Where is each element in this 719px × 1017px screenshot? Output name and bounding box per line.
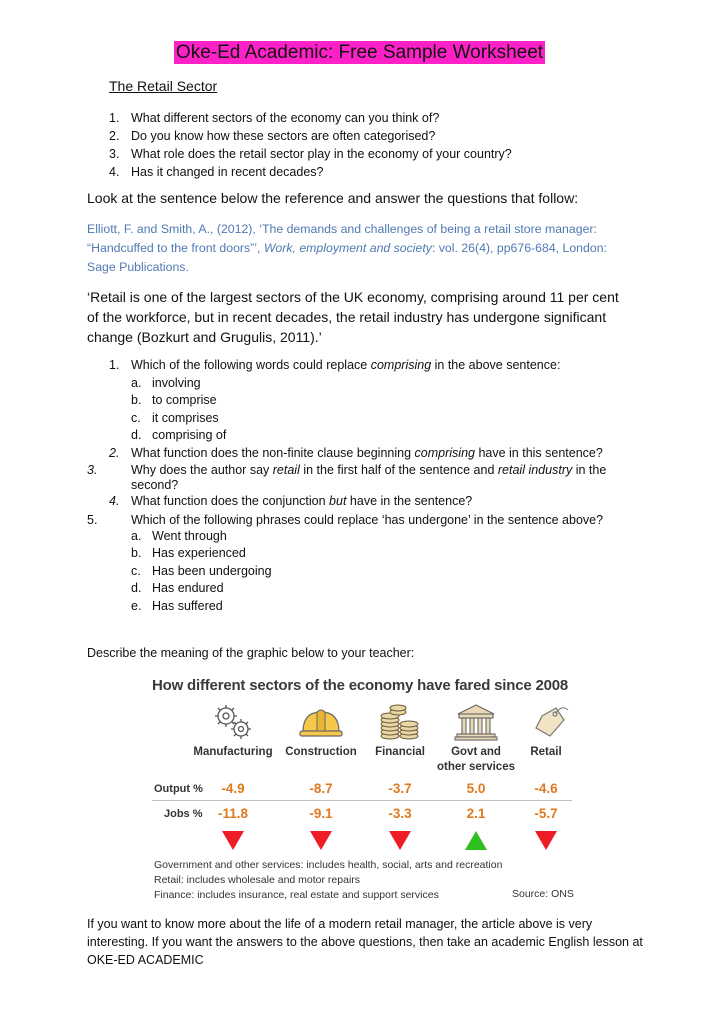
question-text: have in this sentence? <box>474 445 603 460</box>
option-text: Has experienced <box>152 546 246 560</box>
sector-label-line: Govt and <box>451 746 501 758</box>
up-arrow-icon <box>465 831 487 850</box>
title-wrap <box>0 41 719 64</box>
down-arrow-icon <box>310 831 332 850</box>
option-letter: c. <box>131 563 141 578</box>
question-text: have in the sentence? <box>346 494 473 508</box>
option-item <box>109 563 649 581</box>
down-arrow-icon <box>222 831 244 850</box>
sector-label-line: other services <box>437 761 515 773</box>
option-item <box>109 375 649 393</box>
option-text: Has been undergoing <box>152 563 272 578</box>
option-letter: b. <box>131 546 142 560</box>
note-line: Government and other services: includes health, social, arts and recreation <box>154 859 503 871</box>
item-number: 2. <box>109 445 120 460</box>
item-number: 1. <box>109 111 120 125</box>
value-label: -4.9 <box>221 781 245 796</box>
item-text: Has it changed in recent decades? <box>131 165 324 179</box>
source-credit: Source: ONS <box>512 888 574 900</box>
graphic-title: How different sectors of the economy have fared since 2008 <box>152 677 569 694</box>
option-text: to comprise <box>152 393 217 407</box>
reference-details: : vol. 26(4), pp676-684, London: Sage Publications. <box>87 241 607 274</box>
item-number: 3. <box>87 463 98 477</box>
option-letter: d. <box>131 581 142 595</box>
instruction-text: Look at the sentence below the reference and answer the questions that follow: <box>87 190 579 206</box>
question-emphasis: retail industry <box>497 463 573 477</box>
value-label: -9.1 <box>309 806 333 821</box>
page-title: Oke-Ed Academic: Free Sample Worksheet <box>175 42 544 63</box>
item-text: What role does the retail sector play in the economy of your country? <box>131 147 512 161</box>
item-number: 2. <box>109 129 120 143</box>
option-item <box>109 528 649 546</box>
option-item <box>109 545 649 563</box>
option-text: Has endured <box>152 581 224 595</box>
question-list <box>87 357 649 615</box>
reference-journal: Work, employment and society <box>263 241 432 255</box>
option-text: Has suffered <box>152 598 223 613</box>
option-letter: c. <box>131 410 141 425</box>
hard-hat-icon <box>297 702 345 742</box>
down-arrow-icon <box>389 831 411 850</box>
question-text: in the second? <box>131 463 607 492</box>
reference-citation <box>87 220 627 277</box>
option-item <box>109 392 649 410</box>
question-3 <box>87 462 649 493</box>
item-number: 5. <box>87 512 98 527</box>
output-row-label: Output % <box>154 783 203 795</box>
question-text: in the first half of the sentence and <box>299 463 498 477</box>
value-label: 5.0 <box>466 781 486 796</box>
question-text: What function does the non-finite clause beginning <box>131 445 415 460</box>
sector-label <box>276 745 366 760</box>
value-label: -11.8 <box>217 806 249 821</box>
closing-paragraph: If you want to know more about the life of a modern retail manager, the article above is very interesting. If you want the answers to the above questions, then take an academic English lesson at OKE-ED ACADEMIC <box>87 917 643 967</box>
option-item <box>109 427 649 445</box>
sector-label <box>188 745 278 760</box>
value-label: -3.3 <box>388 806 412 821</box>
question-text: Which of the following phrases could replace ‘has undergone’ in the sentence above? <box>131 512 604 527</box>
graphic-instruction: Describe the meaning of the graphic below to your teacher: <box>87 646 415 660</box>
question-1 <box>109 357 649 375</box>
quoted-sentence: ‘Retail is one of the largest sectors of the UK economy, comprising around 11 per cent of the workforce, but in recent decades, the retail industry has undergone significant change (Bozkurt and Grugulis, 2011).’ <box>87 289 619 345</box>
item-number: 3. <box>109 147 120 161</box>
option-item <box>109 580 649 598</box>
item-number: 1. <box>109 358 120 372</box>
list-item <box>109 127 512 145</box>
sector-column-manufacturing <box>188 702 278 760</box>
list-item <box>109 163 512 181</box>
sector-column-retail <box>501 702 591 760</box>
option-text: it comprises <box>152 410 219 425</box>
option-letter: e. <box>131 598 142 613</box>
option-letter: a. <box>131 528 142 543</box>
row-divider <box>152 800 572 801</box>
question-emphasis: comprising <box>414 445 475 460</box>
question-5 <box>87 511 611 528</box>
question-2 <box>109 445 649 463</box>
graphic-notes <box>154 858 502 903</box>
sector-column-construction <box>276 702 366 760</box>
value-label: -5.7 <box>534 806 558 821</box>
value-label: -4.6 <box>534 781 558 796</box>
option-letter: a. <box>131 375 142 390</box>
option-text: Went through <box>152 528 227 543</box>
option-letter: b. <box>131 393 142 407</box>
sector-label <box>501 745 591 760</box>
down-arrow-icon <box>535 831 557 850</box>
question-emphasis: retail <box>272 463 300 477</box>
value-label: -8.7 <box>309 781 333 796</box>
question-emphasis: but <box>329 494 347 508</box>
note-line: Finance: includes insurance, real estate and support services <box>154 889 439 901</box>
note-line: Retail: includes wholesale and motor repairs <box>154 874 361 886</box>
sector-label-line: Manufacturing <box>193 746 273 758</box>
item-text: Do you know how these sectors are often categorised? <box>131 129 436 143</box>
option-item <box>109 410 649 428</box>
question-emphasis: comprising <box>370 358 432 372</box>
question-4 <box>109 493 649 511</box>
sector-infographic <box>150 672 580 908</box>
option-letter: d. <box>131 428 142 442</box>
question-text: Why does the author say <box>131 463 273 477</box>
option-item <box>109 598 649 616</box>
section-subtitle: The Retail Sector <box>109 78 218 94</box>
item-text: What different sectors of the economy can you think of? <box>131 111 440 125</box>
sector-label-line: Construction <box>285 746 357 758</box>
value-label: -3.7 <box>388 781 412 796</box>
sector-label-line: Retail <box>530 746 562 758</box>
option-text: involving <box>152 375 201 390</box>
value-label: 2.1 <box>466 806 486 821</box>
option-text: comprising of <box>152 428 227 442</box>
item-number: 4. <box>109 494 120 508</box>
list-item <box>109 145 512 163</box>
price-tag-icon <box>522 702 570 742</box>
item-number: 4. <box>109 165 120 179</box>
question-text: in the above sentence: <box>431 358 561 372</box>
gears-icon <box>211 702 255 742</box>
change-arrows <box>150 828 580 854</box>
government-building-icon <box>452 702 500 742</box>
warmup-question-list <box>109 109 512 181</box>
question-text: Which of the following words could replace <box>131 358 371 372</box>
sector-label-line: Financial <box>375 746 425 758</box>
reference-text: Elliott, F. and Smith, A., (2012), ‘The demands and challenges of being a retail store manager: “Handcuffed to the front doors”’, <box>87 222 597 255</box>
question-text: What function does the conjunction <box>131 494 330 508</box>
jobs-row-label: Jobs % <box>164 808 203 820</box>
coin-stacks-icon <box>376 702 424 742</box>
list-item <box>109 109 512 127</box>
